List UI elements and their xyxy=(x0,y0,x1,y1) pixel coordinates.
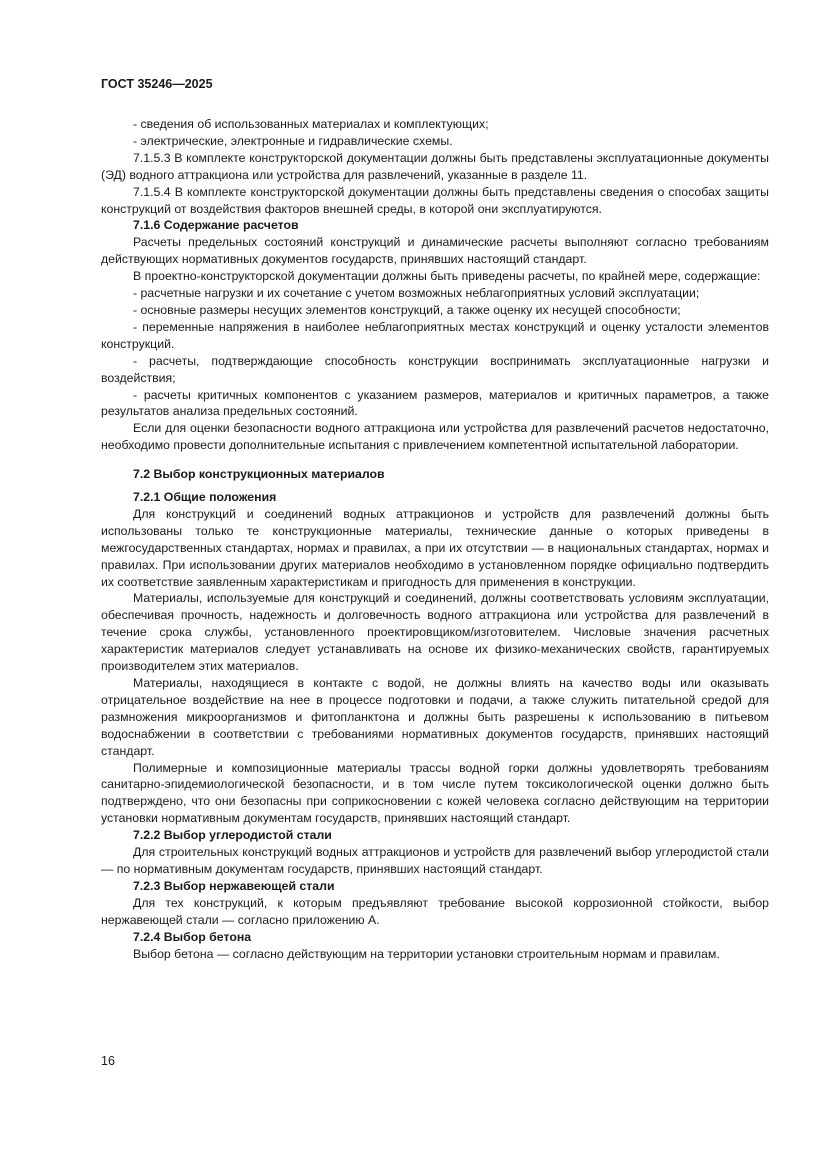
section-heading: 7.1.6 Содержание расчетов xyxy=(133,218,299,233)
list-item: - переменные напряжения в наиболее неблагоприятных местах конструкций и оценку усталости элементов конструкций. xyxy=(101,319,769,351)
list-item: - расчетные нагрузки и их сочетание с учетом возможных неблагоприятных условий эксплуатации; xyxy=(133,286,700,301)
list-item: - расчеты критичных компонентов с указанием размеров, материалов и критичных параметров, а также результатов анализа предельных состояний. xyxy=(101,387,769,419)
paragraph: 7.1.5.4 В комплекте конструкторской документации должны быть представлены сведения о способах защиты конструкций от воздействия факторов внешней среды, в которой они эксплуатируются. xyxy=(101,184,769,216)
document-code: ГОСТ 35246—2025 xyxy=(101,77,213,91)
paragraph: Материалы, находящиеся в контакте с водой, не должны влиять на качество воды или оказывать отрицательное воздействие на нее в процессе подготовки и подачи, а также служить питательной средой для размножения микроорганизмов и фитопланктона и должны быть разрешены к использованию в питьевом водоснабжении в соответствии с требованиями нормативных документов государств, принявших настоящий стандарт. xyxy=(101,676,769,758)
subsection-heading: 7.2.3 Выбор нержавеющей стали xyxy=(133,878,335,893)
subsection-heading: 7.2.2 Выбор углеродистой стали xyxy=(133,828,332,843)
paragraph: Выбор бетона — согласно действующим на территории установки строительным нормам и правилам. xyxy=(133,946,720,961)
paragraph: Материалы, используемые для конструкций и соединений, должны соответствовать условиям эксплуатации, обеспечивая прочность, надежность и долговечность водного аттракциона или устройства для развлечений в течение срока службы, установленного проектировщиком/изготовителем. Числовые значения расчетных характеристик материалов следует устанавливать на основе их физико-механических свойств, гарантируемых производителем этих материалов. xyxy=(101,591,769,674)
paragraph: - электрические, электронные и гидравлические схемы. xyxy=(133,133,453,148)
section-heading: 7.2 Выбор конструкционных материалов xyxy=(133,467,385,482)
paragraph: В проектно-конструкторской документации должны быть приведены расчеты, по крайней мере, содержащие: xyxy=(133,269,761,284)
page-number: 16 xyxy=(101,1054,115,1068)
list-item: - расчеты, подтверждающие способность конструкции воспринимать эксплуатационные нагрузки и воздействия; xyxy=(101,353,769,385)
paragraph: 7.1.5.3 В комплекте конструкторской документации должны быть представлены эксплуатационные документы (ЭД) водного аттракциона или устройства для развлечений, указанные в разделе 11. xyxy=(101,150,769,182)
paragraph: Для конструкций и соединений водных аттракционов и устройств для развлечений должны быть использованы только те конструкционные материалы, технические данные о которых приведены в межгосударственных стандартах, нормах и правилах, а при их отсутствии — в национальных стандартах, нормах и правилах. При использовании других материалов необходимо в установленном порядке официально подтвердить их соответствие заявленным характеристикам и пригодность для применения в конструкции. xyxy=(101,506,769,589)
paragraph: Для тех конструкций, к которым предъявляют требование высокой коррозионной стойкости, выбор нержавеющей стали — согласно приложению А. xyxy=(101,895,769,927)
paragraph: Если для оценки безопасности водного аттракциона или устройства для развлечений расчетов недостаточно, необходимо провести дополнительные испытания с привлечением компетентной испытательной лаборатории. xyxy=(101,421,769,453)
list-item: - основные размеры несущих элементов конструкций, а также оценку их несущей способности; xyxy=(133,302,681,317)
paragraph: - сведения об использованных материалах и комплектующих; xyxy=(133,117,489,131)
subsection-heading: 7.2.4 Выбор бетона xyxy=(133,929,252,944)
paragraph: Для строительных конструкций водных аттракционов и устройств для развлечений выбор углеродистой стали — по нормативным документам государств, принявших настоящий стандарт. xyxy=(101,845,769,876)
subsection-heading: 7.2.1 Общие положения xyxy=(133,490,277,505)
document-body xyxy=(101,116,769,962)
paragraph: Полимерные и композиционные материалы трассы водной горки должны удовлетворять требованиям санитарно-эпидемиологической безопасности, и в том числе путем токсикологической оценки должно быть подтверждено, что они безопасны при соприкосновении с кожей человека согласно действующим на территории установки нормативным документам государств, принявших настоящий стандарт. xyxy=(101,760,769,826)
paragraph: Расчеты предельных состояний конструкций и динамические расчеты выполняют согласно требованиям действующих нормативных документов государств, принявших настоящий стандарт. xyxy=(101,235,769,267)
